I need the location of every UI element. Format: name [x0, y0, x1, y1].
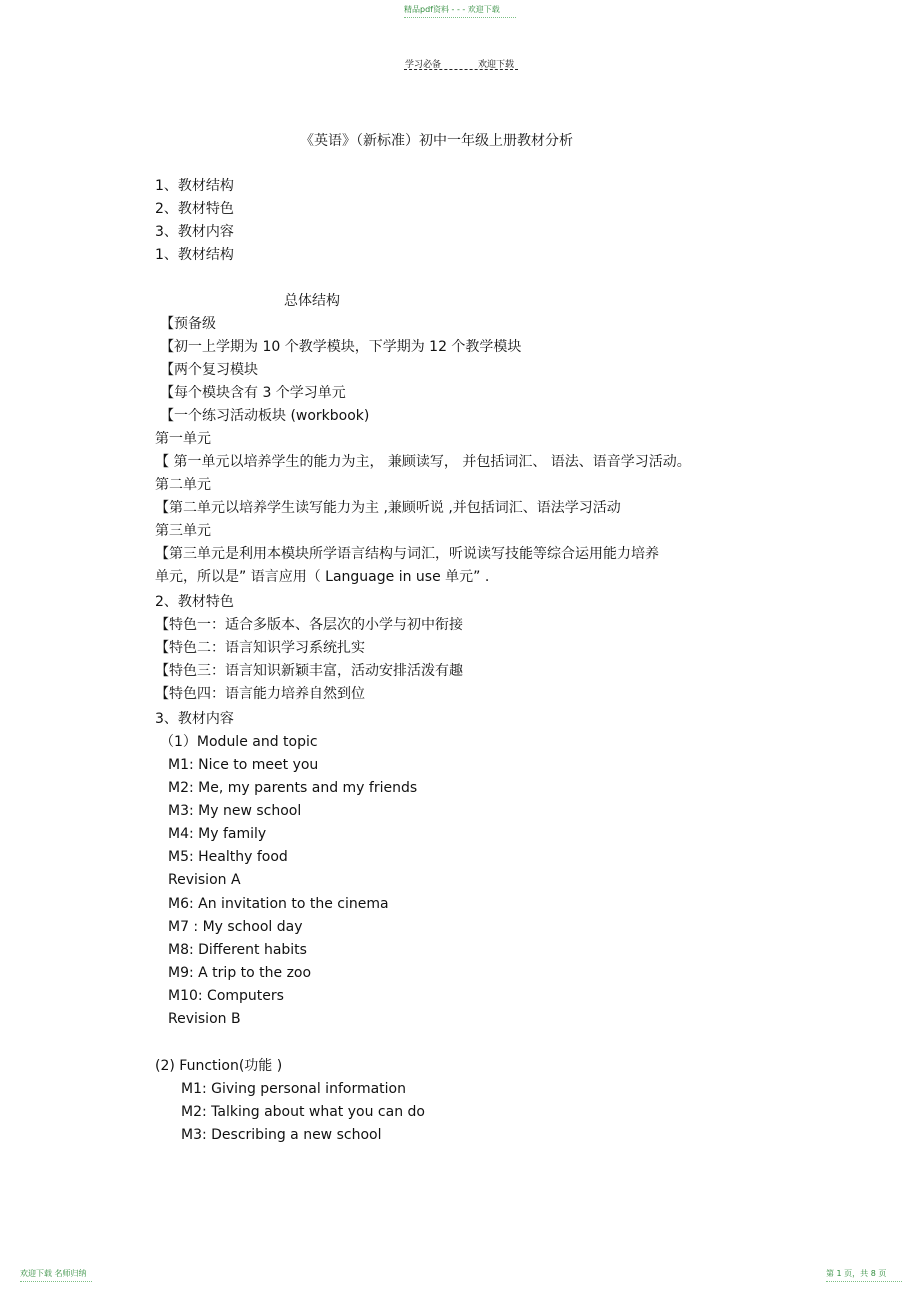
module-item: M3: My new school — [168, 803, 302, 819]
structure-item: 【两个复习模块 — [160, 362, 258, 378]
top-banner: 精品pdf资料 - - - 欢迎下载 — [404, 5, 500, 14]
feature-item: 【特色四：语言能力培养自然到位 — [155, 686, 365, 702]
structure-item: 【预备级 — [160, 316, 216, 332]
module-item: M4: My family — [168, 826, 267, 842]
unit-text: 【第二单元以培养学生读写能力为主 ,兼顾听说 ,并包括词汇、语法学习活动 — [155, 500, 621, 516]
function-heading: (2) Function(功能 ) — [155, 1058, 283, 1074]
module-item: M7 : My school day — [168, 919, 303, 935]
module-item: M8: Different habits — [168, 942, 307, 958]
module-item: M5: Healthy food — [168, 849, 288, 865]
header-left: 学习必备 — [405, 60, 442, 70]
toc-item: 2、教材特色 — [155, 201, 234, 217]
page-title: 《英语》（新标准）初中一年级上册教材分析 — [300, 133, 573, 149]
toc-item: 3、教材内容 — [155, 224, 234, 240]
structure-item: 【一个练习活动板块 (workbook) — [160, 408, 370, 424]
unit-text-cont: 单元，所以是” 语言应用（ Language in use 单元” . — [155, 569, 490, 585]
footer-page-number: 第 1 页，共 8 页 — [826, 1269, 887, 1278]
feature-item: 【特色一：适合多版本、各层次的小学与初中衔接 — [155, 617, 463, 633]
module-item: M9: A trip to the zoo — [168, 965, 312, 981]
feature-item: 【特色三：语言知识新颖丰富，活动安排活泼有趣 — [155, 663, 463, 679]
unit-heading: 第二单元 — [155, 477, 211, 493]
module-item: M1: Nice to meet you — [168, 757, 319, 773]
footer-right-dots — [826, 1281, 902, 1282]
content-heading: 3、教材内容 — [155, 711, 234, 727]
function-item: M1: Giving personal information — [181, 1081, 406, 1097]
overall-heading: 总体结构 — [284, 293, 340, 309]
header-rule — [404, 69, 518, 70]
unit-text: 【第三单元是利用本模块所学语言结构与词汇，听说读写技能等综合运用能力培养 — [155, 546, 659, 562]
structure-item: 【每个模块含有 3 个学习单元 — [160, 385, 346, 401]
modules-heading: （1）Module and topic — [160, 734, 318, 750]
footer-left-dots — [20, 1281, 92, 1282]
unit-text: 【 第一单元以培养学生的能力为主， 兼顾读写， 并包括词汇、 语法、语音学习活动。 — [155, 454, 691, 470]
module-item: Revision A — [168, 872, 241, 888]
feature-item: 【特色二：语言知识学习系统扎实 — [155, 640, 365, 656]
features-heading: 2、教材特色 — [155, 594, 234, 610]
unit-heading: 第一单元 — [155, 431, 211, 447]
toc-item: 1、教材结构 — [155, 247, 234, 263]
toc-item: 1、教材结构 — [155, 178, 234, 194]
structure-item: 【初一上学期为 10 个教学模块，下学期为 12 个教学模块 — [160, 339, 522, 355]
module-item: M6: An invitation to the cinema — [168, 896, 389, 912]
module-item: Revision B — [168, 1011, 241, 1027]
function-item: M3: Describing a new school — [181, 1127, 382, 1143]
footer-left: 欢迎下载 名师归纳 — [20, 1269, 87, 1278]
module-item: M2: Me, my parents and my friends — [168, 780, 418, 796]
function-item: M2: Talking about what you can do — [181, 1104, 425, 1120]
unit-heading: 第三单元 — [155, 523, 211, 539]
top-banner-dots — [404, 17, 516, 18]
module-item: M10: Computers — [168, 988, 284, 1004]
header-right: 欢迎下载 — [478, 60, 515, 70]
